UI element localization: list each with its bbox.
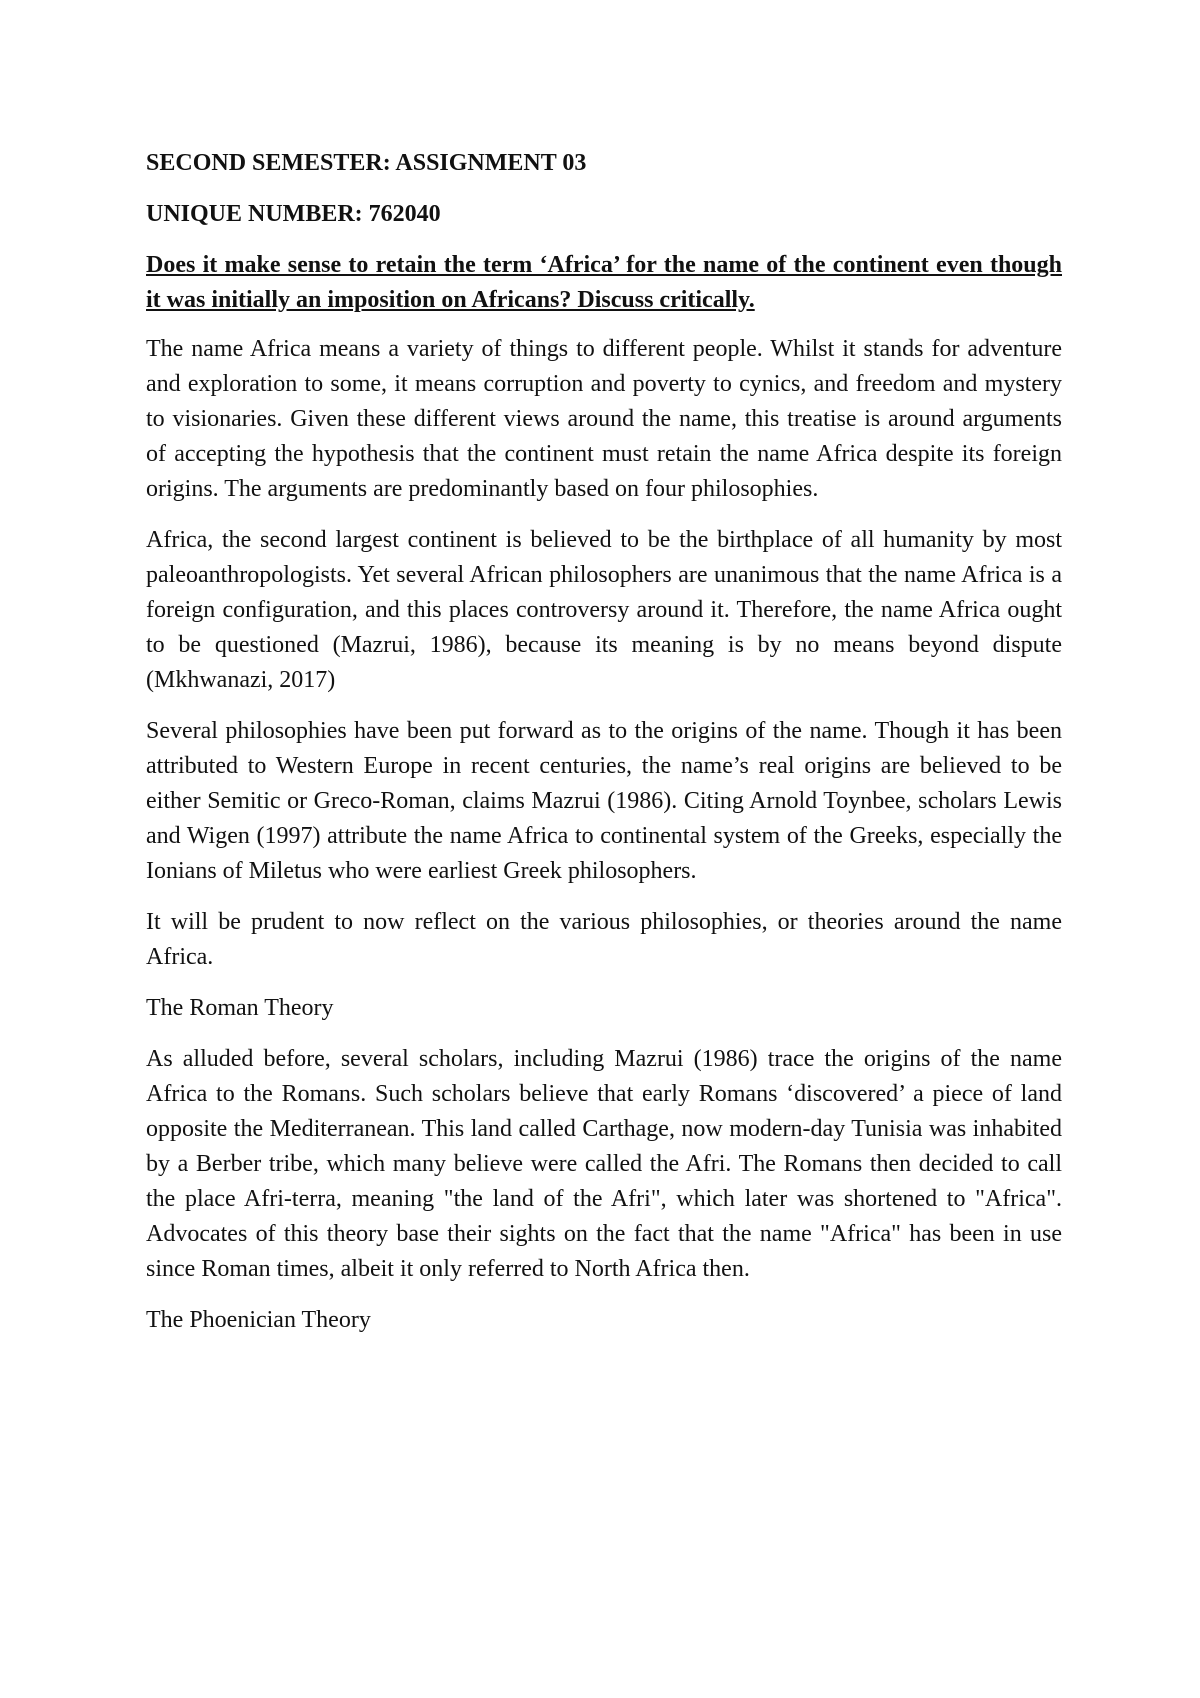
assignment-header: SECOND SEMESTER: ASSIGNMENT 03	[146, 150, 587, 176]
heading-roman-theory: The Roman Theory	[146, 995, 334, 1021]
paragraph-birthplace: Africa, the second largest continent is believed to be the birthplace of all humanity by most paleoanthropologists. Yet several African philosophers are unanimous that the name Africa is a foreign configuration, and this places controversy around it. Therefore, the name Africa ought to be questioned (Mazrui, 1986), because its meaning is by no means beyond dispute (Mkhwanazi, 2017)	[146, 527, 1062, 693]
unique-number: UNIQUE NUMBER: 762040	[146, 201, 441, 227]
paragraph-intro: The name Africa means a variety of things to different people. Whilst it stands for adventure and exploration to some, it means corruption and poverty to cynics, and freedom and mystery to visionaries. Given these different views around the name, this treatise is around arguments of accepting the hypothesis that the continent must retain the name Africa despite its foreign origins. The arguments are predominantly based on four philosophies.	[146, 336, 1062, 502]
paragraph-roman-theory: As alluded before, several scholars, including Mazrui (1986) trace the origins of the name Africa to the Romans. Such scholars believe that early Romans ‘discovered’ a piece of land opposite the Mediterranean. This land called Carthage, now modern-day Tunisia was inhabited by a Berber tribe, which many believe were called the Afri. The Romans then decided to call the place Afri-terra, meaning "the land of the Afri", which later was shortened to "Africa". Advocates of this theory base their sights on the fact that the name "Africa" has been in use since Roman times, albeit it only referred to North Africa then.	[146, 1046, 1062, 1282]
paragraph-origins: Several philosophies have been put forward as to the origins of the name. Though it has been attributed to Western Europe in recent centuries, the name’s real origins are believed to be either Semitic or Greco-Roman, claims Mazrui (1986). Citing Arnold Toynbee, scholars Lewis and Wigen (1997) attribute the name Africa to continental system of the Greeks, especially the Ionians of Miletus who were earliest Greek philosophers.	[146, 718, 1062, 884]
heading-phoenician-theory: The Phoenician Theory	[146, 1307, 371, 1333]
document-page	[146, 146, 1062, 1354]
assignment-question: Does it make sense to retain the term ‘Africa’ for the name of the continent even though it was initially an imposition on Africans? Discuss critically.	[146, 252, 1062, 313]
paragraph-transition: It will be prudent to now reflect on the various philosophies, or theories around the name Africa.	[146, 909, 1062, 970]
